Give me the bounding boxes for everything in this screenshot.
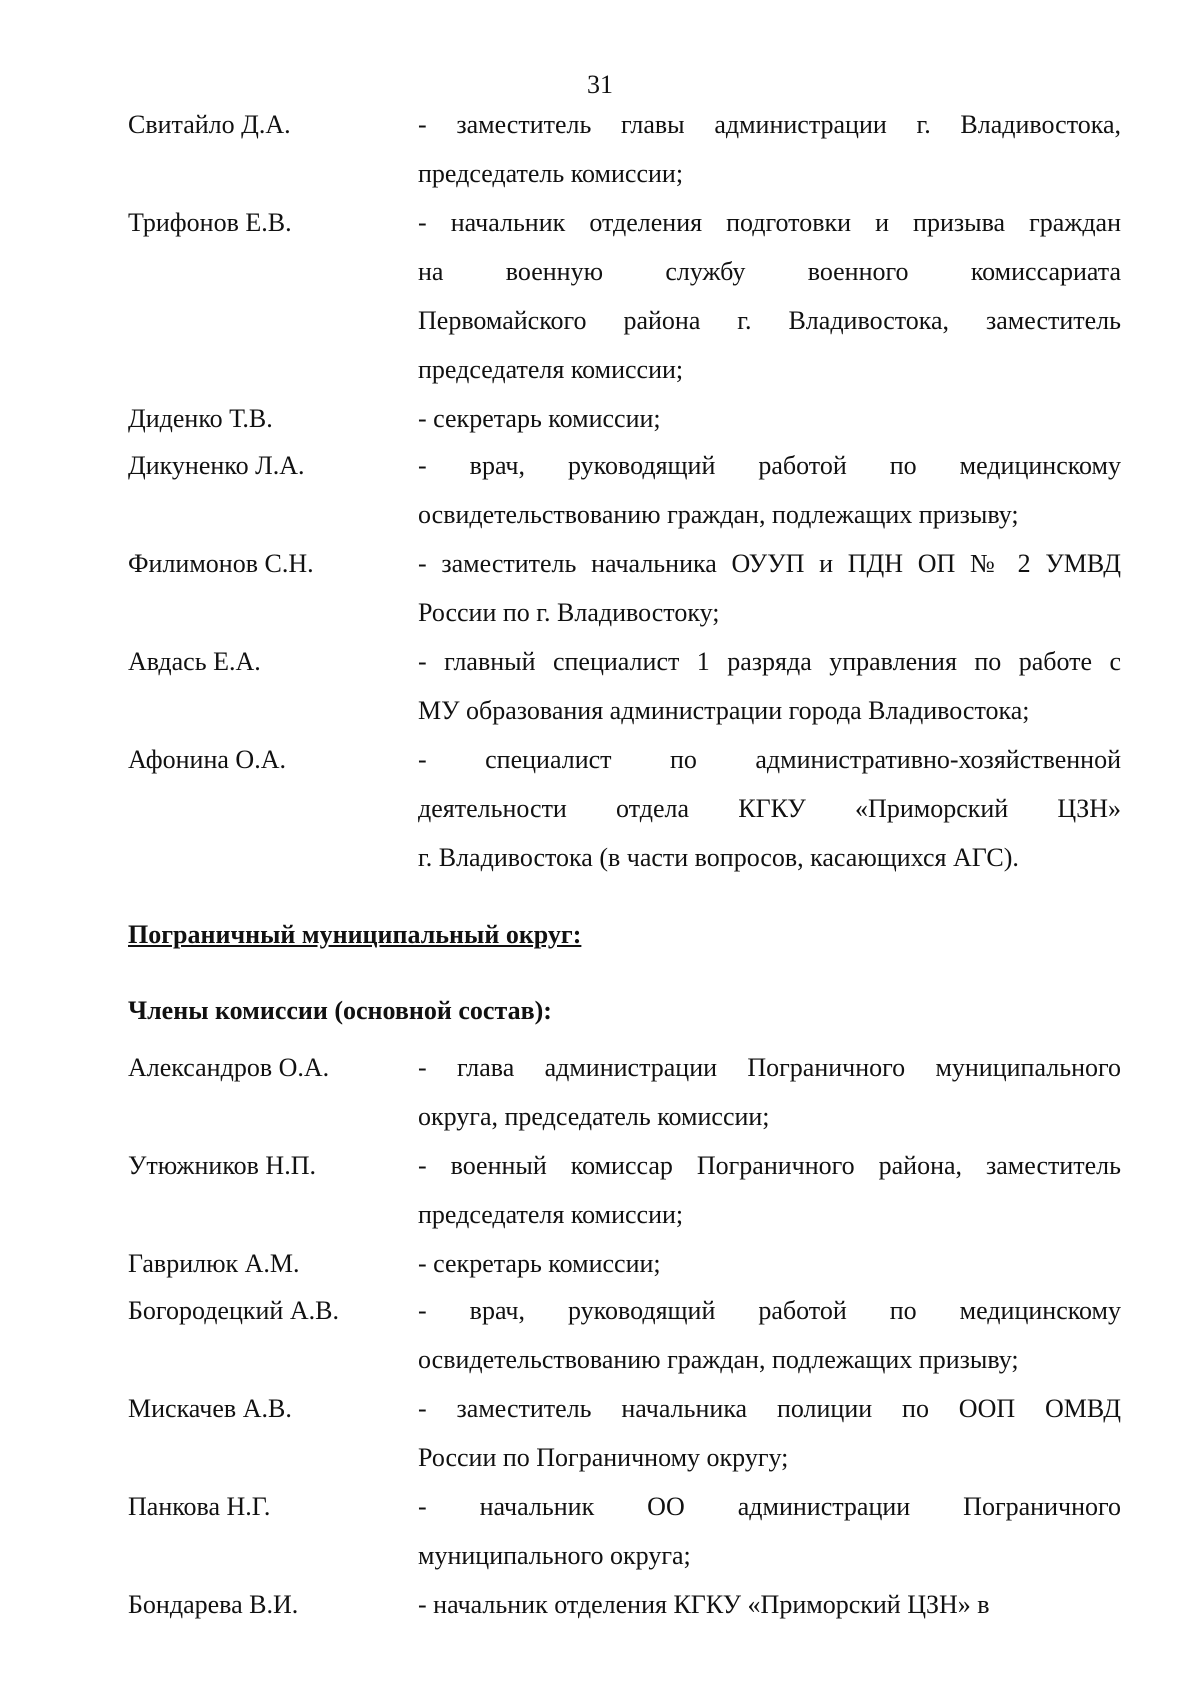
role-line: - начальник отделения подготовки и призыва граждан	[418, 208, 1121, 237]
role-line: муниципального округа;	[418, 1541, 691, 1570]
member-entry	[128, 1043, 1121, 1141]
member-name: Богородецкий А.В.	[128, 1296, 339, 1325]
role-line: - секретарь комиссии;	[418, 404, 661, 433]
role-line: округа, председатель комиссии;	[418, 1102, 770, 1131]
member-entry	[128, 735, 1121, 882]
member-entry	[128, 1239, 1121, 1288]
member-entry	[128, 441, 1121, 539]
member-role	[418, 441, 1121, 539]
member-entry	[128, 1482, 1121, 1580]
member-role	[418, 637, 1121, 735]
role-line: - врач, руководящий работой по медицинскому	[418, 451, 1121, 480]
member-name: Мискачев А.В.	[128, 1394, 292, 1423]
member-role	[418, 1482, 1121, 1580]
member-name: Свитайло Д.А.	[128, 110, 291, 139]
member-role	[418, 735, 1121, 882]
member-name: Трифонов Е.В.	[128, 208, 292, 237]
role-line: - главный специалист 1 разряда управления по работе с	[418, 647, 1121, 676]
member-name: Александров О.А.	[128, 1053, 330, 1082]
role-line: - заместитель начальника полиции по ООП ОМВД	[418, 1394, 1121, 1423]
member-entry	[128, 539, 1121, 637]
member-role	[418, 198, 1121, 394]
role-line: освидетельствованию граждан, подлежащих призыву;	[418, 1345, 1019, 1374]
member-entry	[128, 1580, 1121, 1629]
member-name: Панкова Н.Г.	[128, 1492, 271, 1521]
role-line: - секретарь комиссии;	[418, 1249, 661, 1278]
commission-members-list-vladivostok	[128, 100, 1121, 882]
member-role	[418, 100, 1121, 198]
role-line: России по Пограничному округу;	[418, 1443, 789, 1472]
member-name: Гаврилюк А.М.	[128, 1249, 300, 1278]
commission-members-list-pogranichny	[128, 1043, 1121, 1629]
role-line: председатель комиссии;	[418, 159, 684, 188]
member-role	[418, 1239, 1121, 1288]
member-role	[418, 1286, 1121, 1384]
role-line: г. Владивостока (в части вопросов, касающихся АГС).	[418, 843, 1019, 872]
role-line: - военный комиссар Пограничного района, заместитель	[418, 1151, 1121, 1180]
section-title: Пограничный муниципальный округ:	[128, 920, 582, 949]
member-name: Дикуненко Л.А.	[128, 451, 305, 480]
member-entry	[128, 100, 1121, 198]
role-line: - начальник отделения КГКУ «Приморский ЦЗН» в	[418, 1590, 990, 1619]
subsection-title: Члены комиссии (основной состав):	[128, 996, 552, 1025]
role-line: - глава администрации Пограничного муниципального	[418, 1053, 1121, 1082]
member-role	[418, 394, 1121, 443]
role-line: освидетельствованию граждан, подлежащих призыву;	[418, 500, 1019, 529]
member-name: Филимонов С.Н.	[128, 549, 314, 578]
member-role	[418, 1043, 1121, 1141]
member-entry	[128, 394, 1121, 443]
role-line: России по г. Владивостоку;	[418, 598, 720, 627]
role-line: на военную службу военного комиссариата	[418, 257, 1121, 286]
role-line: председателя комиссии;	[418, 355, 684, 384]
member-role	[418, 539, 1121, 637]
member-entry	[128, 1286, 1121, 1384]
role-line: деятельности отдела КГКУ «Приморский ЦЗН»	[418, 794, 1121, 823]
role-line: - специалист по административно-хозяйственной	[418, 745, 1121, 774]
member-name: Афонина О.А.	[128, 745, 286, 774]
member-role	[418, 1580, 1121, 1629]
member-name: Диденко Т.В.	[128, 404, 273, 433]
member-role	[418, 1384, 1121, 1482]
page-number: 31	[587, 70, 613, 99]
member-name: Утюжников Н.П.	[128, 1151, 316, 1180]
role-line: - врач, руководящий работой по медицинскому	[418, 1296, 1121, 1325]
role-line: Первомайского района г. Владивостока, заместитель	[418, 306, 1121, 335]
member-entry	[128, 637, 1121, 735]
role-line: МУ образования администрации города Владивостока;	[418, 696, 1030, 725]
member-entry	[128, 198, 1121, 394]
role-line: председателя комиссии;	[418, 1200, 684, 1229]
member-role	[418, 1141, 1121, 1239]
role-line: - начальник ОО администрации Пограничного	[418, 1492, 1121, 1521]
role-line: - заместитель начальника ОУУП и ПДН ОП № 2 УМВД	[418, 549, 1121, 578]
member-entry	[128, 1141, 1121, 1239]
member-entry	[128, 1384, 1121, 1482]
member-name: Бондарева В.И.	[128, 1590, 299, 1619]
member-name: Авдась Е.А.	[128, 647, 261, 676]
role-line: - заместитель главы администрации г. Владивостока,	[418, 110, 1121, 139]
